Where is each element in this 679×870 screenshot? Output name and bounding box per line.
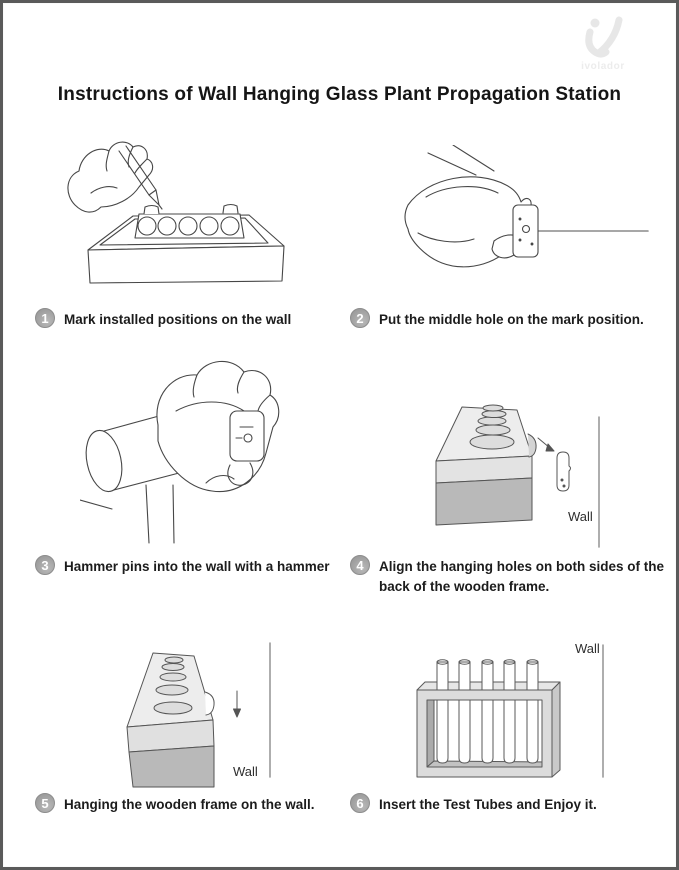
brand-logo-icon: [575, 16, 631, 60]
arrow-down: [234, 691, 241, 717]
step-6-illustration: [398, 628, 653, 790]
step-number-badge: 2: [350, 308, 370, 328]
side-hanger-tab: [528, 434, 536, 457]
step-number-badge: 3: [35, 555, 55, 575]
step-4-caption-row: [350, 555, 671, 596]
step-1-caption-row: [35, 308, 291, 330]
pin-bracket: [230, 411, 264, 461]
page-title: Instructions of Wall Hanging Glass Plant Propagation Station: [57, 84, 622, 105]
step-6-caption-row: [350, 793, 597, 815]
wood-frame-perspective: [436, 405, 536, 525]
side-hanger-tab: [205, 692, 214, 715]
step-caption: Hanging the wooden frame on the wall.: [64, 797, 315, 812]
step-1-illustration: [55, 135, 310, 305]
wall-label: Wall: [233, 764, 258, 779]
step-3-illustration: [80, 335, 315, 545]
hanger-bracket: [513, 205, 538, 257]
step-3-caption-row: [35, 555, 330, 577]
step-4-illustration: [420, 388, 665, 550]
wood-frame-perspective: [127, 653, 214, 787]
brand-logo: [575, 16, 631, 72]
step-number-badge: 6: [350, 793, 370, 813]
wall-label: Wall: [568, 509, 593, 524]
step-5-caption-row: [35, 793, 315, 815]
brand-name: ivolador: [581, 61, 625, 72]
step-2-caption-row: [350, 308, 644, 330]
step-number-badge: 5: [35, 793, 55, 813]
hand-with-pencil-icon: [68, 142, 162, 212]
step-caption: Insert the Test Tubes and Enjoy it.: [379, 797, 597, 812]
arrow-to-bracket: [538, 438, 554, 451]
holding-hand-icon: [405, 145, 531, 267]
step-caption: Put the middle hole on the mark position.: [379, 312, 644, 327]
test-tubes: [437, 660, 538, 763]
step-5-illustration: [108, 628, 313, 790]
step-caption: Hammer pins into the wall with a hammer: [64, 559, 330, 574]
step-caption: Align the hanging holes on both sides of the back of the wooden frame.: [379, 559, 664, 594]
wall-edge-line: [80, 500, 112, 509]
step-number-badge: 1: [35, 308, 55, 328]
wall-label: Wall: [575, 641, 600, 656]
step-2-illustration: [398, 145, 653, 295]
keyhole-bracket: [557, 452, 571, 491]
step-number-badge: 4: [350, 555, 370, 575]
wood-frame-top-view: [88, 205, 284, 284]
step-caption: Mark installed positions on the wall: [64, 312, 292, 327]
